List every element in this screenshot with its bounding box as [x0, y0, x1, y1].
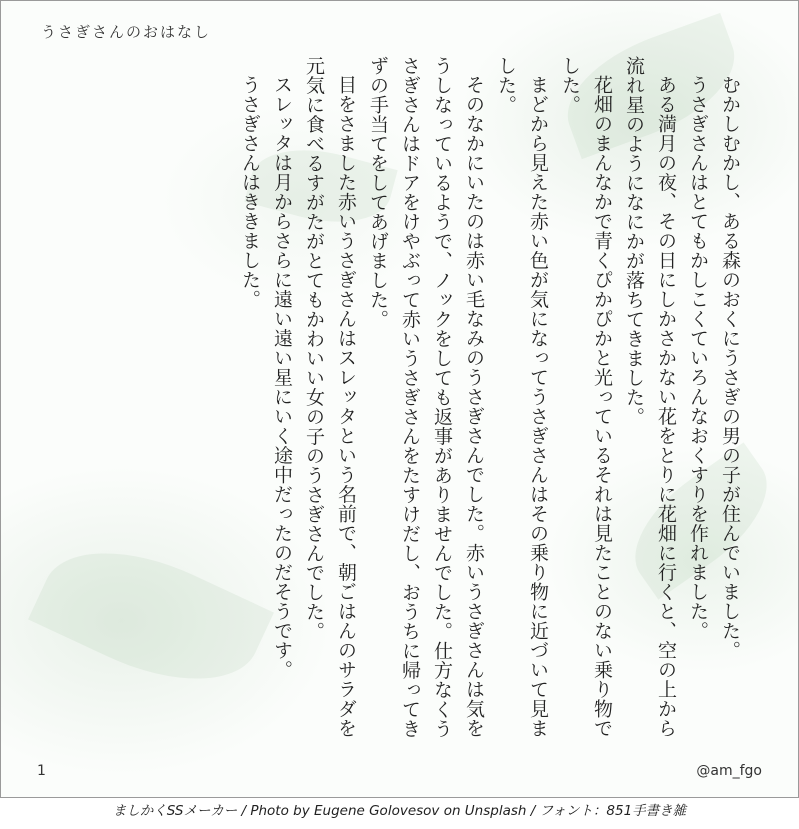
- paragraph: まどから見えた赤い色が気になってうさぎさんはその乗り物に近づいて見ました。: [495, 56, 549, 738]
- paragraph: うさぎさんはききました。: [239, 75, 261, 309]
- page-number: 1: [37, 763, 46, 779]
- story-body: [234, 56, 746, 756]
- paragraph: 花畑のまんなかで青くぴかぴかと光っているそれは見たことのない乗り物でした。: [559, 56, 613, 738]
- paragraph: むかしむかし、ある森のおくにうさぎの男の子が住んでいました。: [719, 75, 741, 660]
- credit-footer: ましかくSSメーカー / Photo by Eugene Golovesov on Unsplash / フォント：851手書き雑: [112, 803, 687, 819]
- paragraph: そのなかにいたのは赤い毛なみのうさぎさんでした。赤いうさぎさんは気をうしなっているようで、ノックをしても返事がありませんでした。仕方なくうさぎさんはドアをけやぶって赤いうさぎさんをたすけだし、おうちに帰ってきずの手当てをしてあげました。: [367, 56, 485, 739]
- author-handle: @am_fgo: [696, 763, 762, 779]
- story-title: うさぎさんのおはなし: [41, 23, 212, 41]
- paragraph: ある満月の夜、その日にしかさかない花をとりに花畑に行くと、空の上から流れ星のようになにかが落ちてきました。: [623, 56, 677, 738]
- paragraph: スレッタは月からさらに遠い遠い星にいく途中だったのだそうです。: [271, 75, 293, 680]
- paragraph: うさぎさんはとてもかしこくていろんなおくすりを作れました。: [687, 75, 709, 641]
- paragraph: 目をさました赤いうさぎさんはスレッタという名前で、朝ごはんのサラダを元気に食べるすがたがとてもかわいい女の子のうさぎさんでした。: [303, 56, 357, 738]
